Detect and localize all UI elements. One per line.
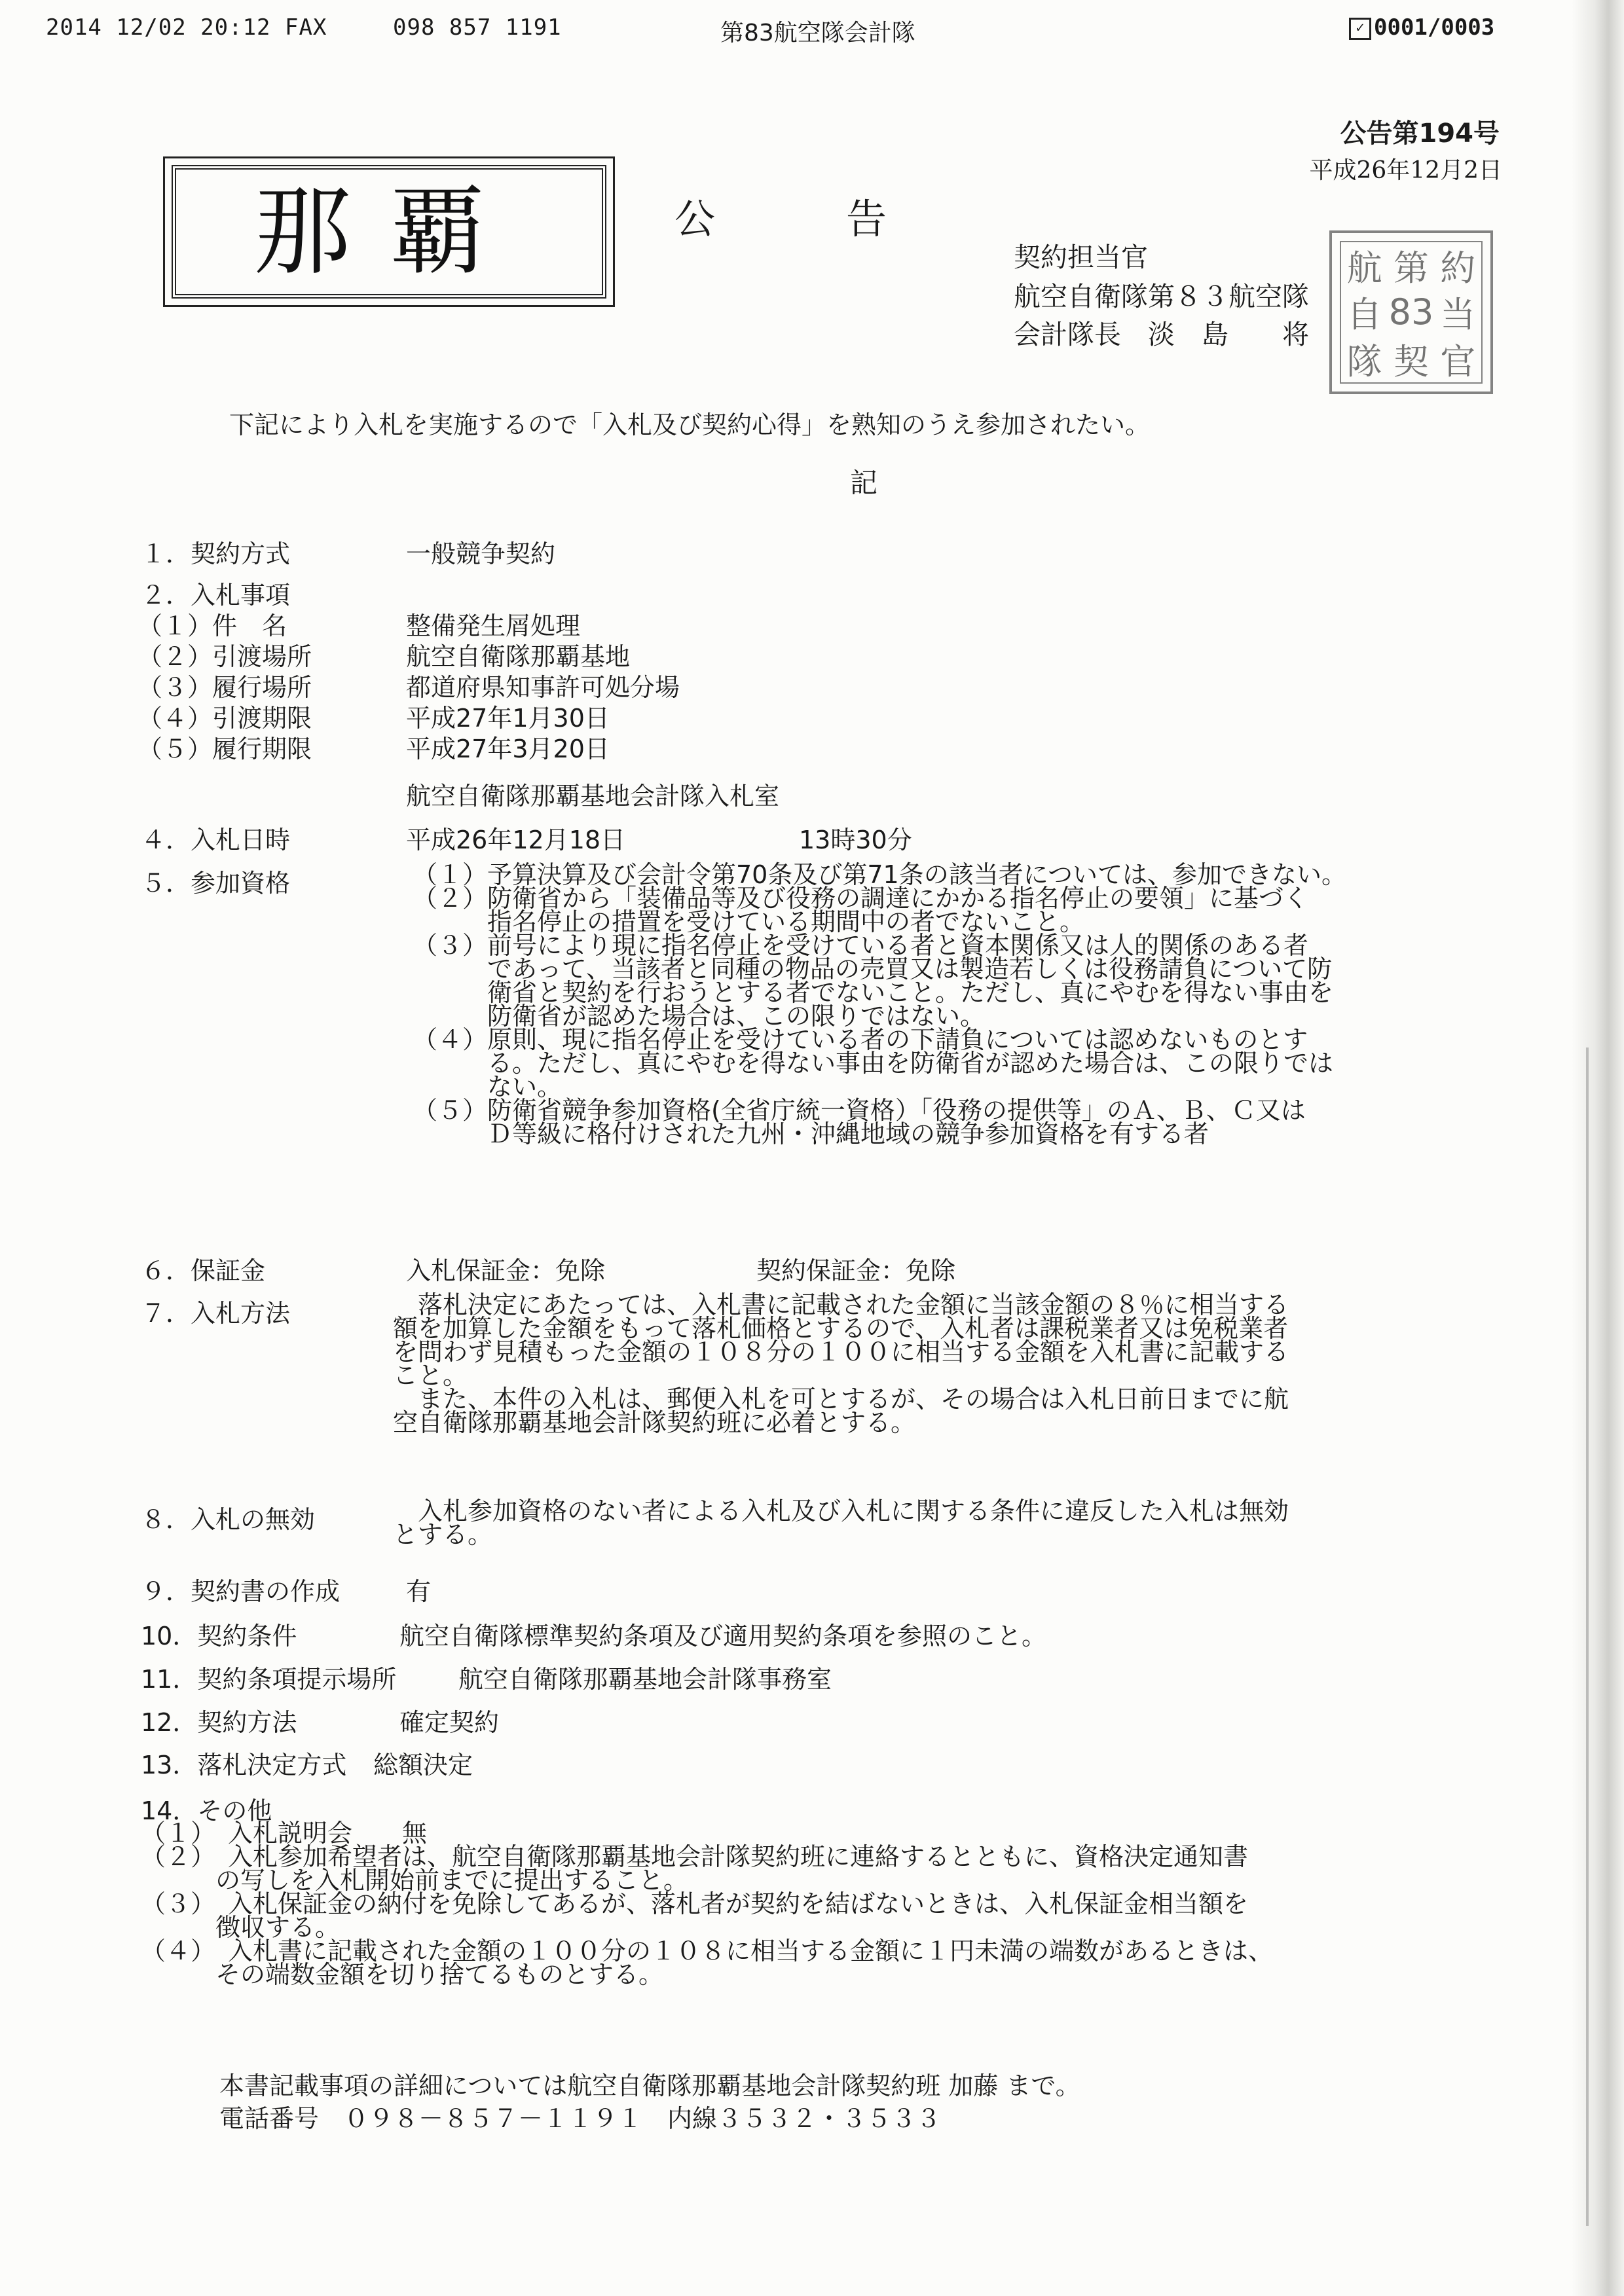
item-value: 整備発生屑処理 — [406, 611, 581, 640]
notice-number: 公告第194号 — [1340, 118, 1500, 149]
item-label: １．契約方式 — [141, 539, 291, 568]
item-label: ２．入札事項 — [141, 581, 291, 610]
item-label: （４）引渡期限 — [138, 704, 312, 733]
text-line: 衛省と契約を行おうとする者でないこと。ただし、真にやむを得ない事由を — [413, 978, 1334, 1007]
item-value: 航空自衛隊那覇基地 — [406, 642, 631, 671]
officer-unit: 航空自衛隊第８３航空隊 — [1014, 281, 1309, 312]
text-line: 徴収する。 — [141, 1913, 341, 1942]
item-value: 平成26年12月18日 — [406, 826, 626, 854]
fax-datetime: 2014 12/02 20:12 FAX — [46, 14, 327, 41]
item-value: 航空自衛隊那覇基地会計隊事務室 — [458, 1665, 832, 1694]
item-qualification-body — [413, 860, 1346, 1148]
text-line: 指名停止の措置を受けている期間中の者でないこと。 — [413, 907, 1085, 936]
item-qualification-label: ５．参加資格 — [141, 869, 291, 898]
text-line: ない。 — [413, 1072, 563, 1101]
scan-edge — [1572, 0, 1624, 2296]
text-line: こと。 — [393, 1361, 468, 1390]
seal-char: 83 — [1388, 291, 1434, 333]
text-line: 空自衛隊那覇基地会計隊契約班に必着とする。 — [393, 1408, 916, 1437]
officer-title: 契約担当官 — [1014, 242, 1148, 273]
text-line: （２） 入札参加希望者は、航空自衛隊那覇基地会計隊契約班に連絡するとともに、資格決定通知書 — [141, 1842, 1249, 1871]
fax-page-box-icon: ✓ — [1349, 18, 1371, 40]
item-label: 13．落札決定方式 — [141, 1751, 347, 1779]
text-line: を問わず見積もった金額の１０８分の１００に相当する金額を入札書に記載する — [393, 1338, 1289, 1366]
item-label: 10．契約条件 — [141, 1622, 297, 1650]
item-value: 平成27年3月20日 — [406, 735, 610, 763]
text-line: その端数金額を切り捨てるものとする。 — [141, 1960, 664, 1989]
text-line: であって、当該者と同種の物品の売買又は製造若しくは役務請負について防 — [413, 955, 1333, 983]
official-seal — [1329, 230, 1493, 394]
naha-stamp: 那覇 — [172, 165, 606, 299]
item-other-label: 14．その他 — [141, 1796, 272, 1825]
item-label: ９．契約書の作成 — [141, 1577, 341, 1606]
item-bid-method-body — [393, 1290, 1289, 1437]
item-label: （１）件 名 — [138, 611, 287, 640]
seal-char: 約 — [1440, 247, 1476, 289]
text-line: Ｄ等級に格付けされた九州・沖縄地域の競争参加資格を有する者 — [413, 1120, 1209, 1148]
text-line: 落札決定にあたっては、入札書に記載された金額に当該金額の８％に相当する — [393, 1290, 1289, 1319]
text-line: （４）原則、現に指名停止を受けている者の下請負については認めないものとす — [413, 1025, 1308, 1054]
item-value: 総額決定 — [373, 1751, 473, 1779]
intro-text: 下記により入札を実施するので「入札及び契約心得」を熟知のうえ参加されたい。 — [229, 410, 1151, 439]
seal-char: 隊 — [1346, 340, 1382, 382]
text-line: （５）防衛省競争参加資格(全省庁統一資格）「役務の提供等」のＡ、Ｂ、Ｃ又は — [413, 1096, 1306, 1125]
fax-sender: 第83航空隊会計隊 — [720, 20, 915, 46]
contact-details: 本書記載事項の詳細については航空自衛隊那覇基地会計隊契約班 加藤 まで。 — [219, 2071, 1080, 2100]
text-line: （１）予算決算及び会計令第70条及び第71条の該当者については、参加できない。 — [413, 860, 1346, 889]
text-line: また、本件の入札は、郵便入札を可とするが、その場合は入札日前日までに航 — [393, 1385, 1289, 1413]
contact-phone: 電話番号 ０９８－８５７－１１９１ 内線３５３２・３５３３ — [219, 2104, 942, 2133]
item-invalid-body — [393, 1497, 1289, 1549]
item-value: 航空自衛隊標準契約条項及び適用契約条項を参照のこと。 — [399, 1622, 1047, 1650]
item-other-body — [141, 1819, 1274, 1989]
text-line: 防衛省が認めた場合は、この限りではない。 — [413, 1002, 986, 1030]
item-label: ４．入札日時 — [141, 826, 291, 854]
text-line: （３）前号により現に指名停止を受けている者と資本関係又は人的関係のある者 — [413, 931, 1309, 960]
item-value: 一般競争契約 — [406, 539, 556, 568]
text-line: る。ただし、真にやむを得ない事由を防衛省が認めた場合は、この限りでは — [413, 1049, 1334, 1078]
text-line: （２）防衛省から「装備品等及び役務の調達にかかる指名停止の要領」に基づく — [413, 884, 1309, 913]
text-line: （３） 入札保証金の納付を免除してあるが、落札者が契約を結ばないときは、入札保証金相当額を — [141, 1889, 1249, 1918]
seal-char: 当 — [1440, 294, 1476, 336]
text-line: （４） 入札書に記載された金額の１００分の１０８に相当する金額に１円未満の端数があるときは、 — [141, 1937, 1274, 1965]
fax-page-value: 0001/0003 — [1374, 14, 1495, 41]
item-label: （２）引渡場所 — [138, 642, 312, 671]
item-label: 12．契約方法 — [141, 1708, 297, 1737]
item-value: 平成27年1月30日 — [406, 704, 610, 733]
item-label: 11．契約条項提示場所 — [141, 1665, 397, 1694]
fax-page-number — [1349, 14, 1494, 41]
text-line: の写しを入札開始前までに提出すること。 — [141, 1866, 689, 1895]
notice-date: 平成26年12月2日 — [1309, 157, 1502, 184]
item-label: （５）履行期限 — [138, 735, 312, 763]
item-invalid-label: ８．入札の無効 — [141, 1505, 316, 1534]
seal-char: 契 — [1393, 340, 1429, 382]
item-bid-method-label: ７．入札方法 — [141, 1299, 291, 1328]
item-value: 入札保証金：免除 — [406, 1256, 606, 1285]
item-value: 有 — [406, 1577, 432, 1606]
item-bid-location: 航空自衛隊那覇基地会計隊入札室 — [406, 782, 780, 811]
seal-char: 自 — [1346, 294, 1382, 336]
seal-char: 官 — [1440, 340, 1476, 382]
item-label: ６．保証金 — [141, 1256, 266, 1285]
ki-heading: 記 — [850, 467, 878, 499]
seal-char: 第 — [1393, 247, 1429, 289]
fax-number: 098 857 1191 — [393, 14, 562, 41]
item-label: （３）履行場所 — [138, 673, 312, 702]
officer-name: 会計隊長 淡 島 将 — [1014, 319, 1309, 350]
text-line: とする。 — [393, 1520, 493, 1549]
item-value2: 契約保証金：免除 — [756, 1256, 956, 1285]
text-line: 入札参加資格のない者による入札及び入札に関する条件に違反した入札は無効 — [393, 1497, 1289, 1525]
item-time: 13時30分 — [799, 826, 912, 854]
item-value: 都道府県知事許可処分場 — [406, 673, 680, 702]
item-value: 確定契約 — [399, 1708, 500, 1737]
text-line: 額を加算した金額をもって落札価格とするので、入札者は課税業者又は免税業者 — [393, 1314, 1289, 1343]
page-title: 公告 — [674, 195, 1018, 243]
text-line: （１） 入札説明会 無 — [141, 1819, 428, 1848]
seal-char: 航 — [1346, 247, 1382, 289]
